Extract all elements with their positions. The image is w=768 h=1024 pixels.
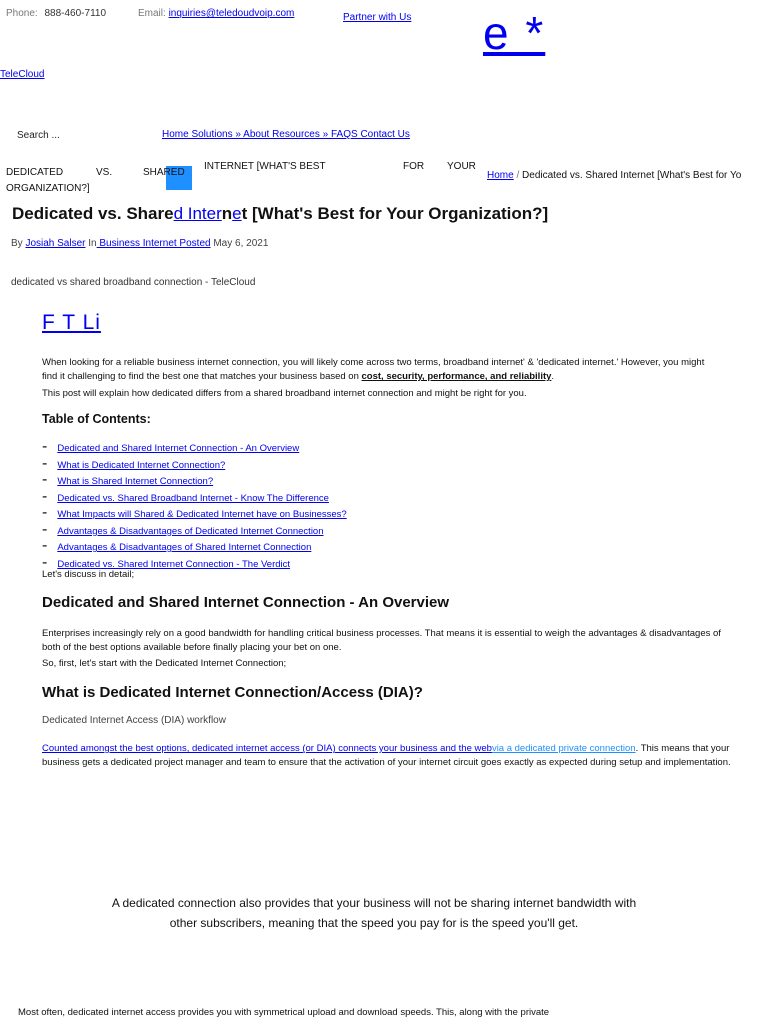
toc-title: Table of Contents: <box>42 412 151 426</box>
toc-bullet: - <box>42 553 48 571</box>
post-meta <box>11 238 268 249</box>
overview-paragraph: Enterprises increasingly rely on a good bandwidth for handling critical business processes. That means it is essential to weigh the advantages & disadvantages of both of the best options available before finally placing your bet on one. <box>42 628 721 653</box>
intro-paragraph-2: This post will explain how dedicated differs from a shared broadband internet connection and might be right for you. <box>42 388 527 399</box>
title-bar-word-1: DEDICATED <box>6 167 64 178</box>
email-label: Email: <box>138 8 166 19</box>
toc-item <box>42 473 347 490</box>
title-bar-word-2: VS. <box>96 167 113 178</box>
breadcrumb-current: Dedicated vs. Shared Internet [What's Best for Yo <box>522 170 742 181</box>
title-link-1[interactable]: d Inter <box>173 204 222 223</box>
title-bar-word-3: SHARED <box>143 167 185 178</box>
phone-label: Phone: <box>6 8 38 19</box>
pull-quote: A dedicated connection also provides that your business will not be sharing internet bandwidth with other subscribers, meaning that the speed you pay for is the speed you'll get. <box>111 896 637 930</box>
share-icons[interactable]: F T Li <box>42 311 101 334</box>
email-block <box>138 8 294 19</box>
intro-text: When looking for a reliable business internet connection, you will likely come across two terms, broadband internet' & 'dedicated internet.' However, you might find it challenging to find the best one that matches your business based on <box>42 357 705 382</box>
title-bar-line2: ORGANIZATION?] <box>6 183 90 194</box>
phone-number[interactable]: 888-460-7110 <box>44 8 107 19</box>
last-paragraph: Most often, dedicated internet access provides you with symmetrical upload and download speeds. This, along with the private <box>18 1007 550 1018</box>
toc-link[interactable]: Dedicated vs. Shared Broadband Internet - Know The Difference <box>57 492 329 504</box>
breadcrumb-home[interactable]: Home <box>487 170 514 181</box>
toc-link[interactable]: Advantages & Disadvantages of Dedicated Internet Connection <box>57 525 324 537</box>
toc-bullet: - <box>42 520 48 538</box>
toc-item <box>42 506 347 523</box>
table-of-contents <box>42 440 347 572</box>
toc-link[interactable]: Dedicated and Shared Internet Connection - An Overview <box>57 443 300 454</box>
toc-item <box>42 539 347 556</box>
dia-caption: Dedicated Internet Access (DIA) workflow <box>42 715 226 726</box>
toc-item <box>42 454 347 474</box>
intro-end: . <box>551 371 555 382</box>
site-logo[interactable]: e * <box>483 7 546 59</box>
intro-bold: cost, security, performance, and reliability <box>361 371 552 382</box>
section-heading-overview: Dedicated and Shared Internet Connection - An Overview <box>42 594 450 611</box>
dia-link-2[interactable]: via a dedicated private connection <box>491 743 636 754</box>
author-link[interactable]: Josiah Salser <box>25 238 86 249</box>
toc-bullet: - <box>42 537 48 554</box>
image-caption: dedicated vs shared broadband connection - TeleCloud <box>11 277 256 288</box>
meta-by: By <box>11 238 26 249</box>
partner-link[interactable]: Partner with Us <box>343 12 412 23</box>
toc-bullet: - <box>42 504 48 521</box>
toc-item <box>42 520 347 540</box>
main-nav[interactable]: Home Solutions » About Resources » FAQS Contact Us <box>162 129 410 140</box>
lets-discuss: Let's discuss in detail; <box>42 569 135 580</box>
email-link[interactable]: inquiries@teledoudvoip.com <box>168 8 295 19</box>
title-link-2[interactable]: e <box>232 204 242 223</box>
toc-link[interactable]: What Impacts will Shared & Dedicated Internet have on Businesses? <box>57 509 347 520</box>
dia-link-1[interactable]: Counted amongst the best options, dedicated internet access (or DIA) connects your business and the web <box>42 743 492 754</box>
overview-paragraph-2: So, first, let's start with the Dedicated Internet Connection; <box>42 658 287 669</box>
toc-bullet: - <box>42 454 48 472</box>
brand-link[interactable]: TeleCloud <box>0 69 45 80</box>
breadcrumb <box>487 170 768 181</box>
title-part-b: n <box>221 204 233 223</box>
category-link[interactable]: Business Internet Posted <box>96 238 211 249</box>
title-part-c: t [What's Best for Your Organization?] <box>241 204 549 223</box>
intro-paragraph <box>42 356 722 384</box>
breadcrumb-separator: / <box>513 170 523 181</box>
toc-item <box>42 487 347 507</box>
title-bar-word-4: INTERNET [WHAT'S BEST <box>204 161 326 172</box>
title-part-a: Dedicated vs. Share <box>12 204 174 223</box>
contact-bar <box>6 8 106 19</box>
toc-item <box>42 440 347 457</box>
toc-link[interactable]: What is Shared Internet Connection? <box>57 476 214 487</box>
dia-rest: . This means that your business gets a dedicated project manager and team to ensure that the activation of your internet circuit goes exactly as expected during setup and implementation. <box>42 743 731 768</box>
post-date: May 6, 2021 <box>210 238 269 249</box>
title-bar-word-6: YOUR <box>447 161 476 172</box>
dia-paragraph <box>42 742 732 770</box>
toc-link[interactable]: Advantages & Disadvantages of Shared Internet Connection <box>57 542 312 553</box>
meta-in: In <box>85 238 97 249</box>
page-title <box>12 204 548 224</box>
search-input[interactable]: Search ... <box>17 130 60 141</box>
toc-bullet: - <box>42 471 48 488</box>
toc-bullet: - <box>42 438 48 455</box>
toc-bullet: - <box>42 487 48 505</box>
title-bar-word-5: FOR <box>403 161 425 172</box>
toc-link[interactable]: What is Dedicated Internet Connection? <box>57 459 226 471</box>
section-heading-dia: What is Dedicated Internet Connection/Access (DIA)? <box>42 684 423 701</box>
toc-link[interactable]: Dedicated vs. Shared Internet Connection - The Verdict <box>57 558 291 570</box>
